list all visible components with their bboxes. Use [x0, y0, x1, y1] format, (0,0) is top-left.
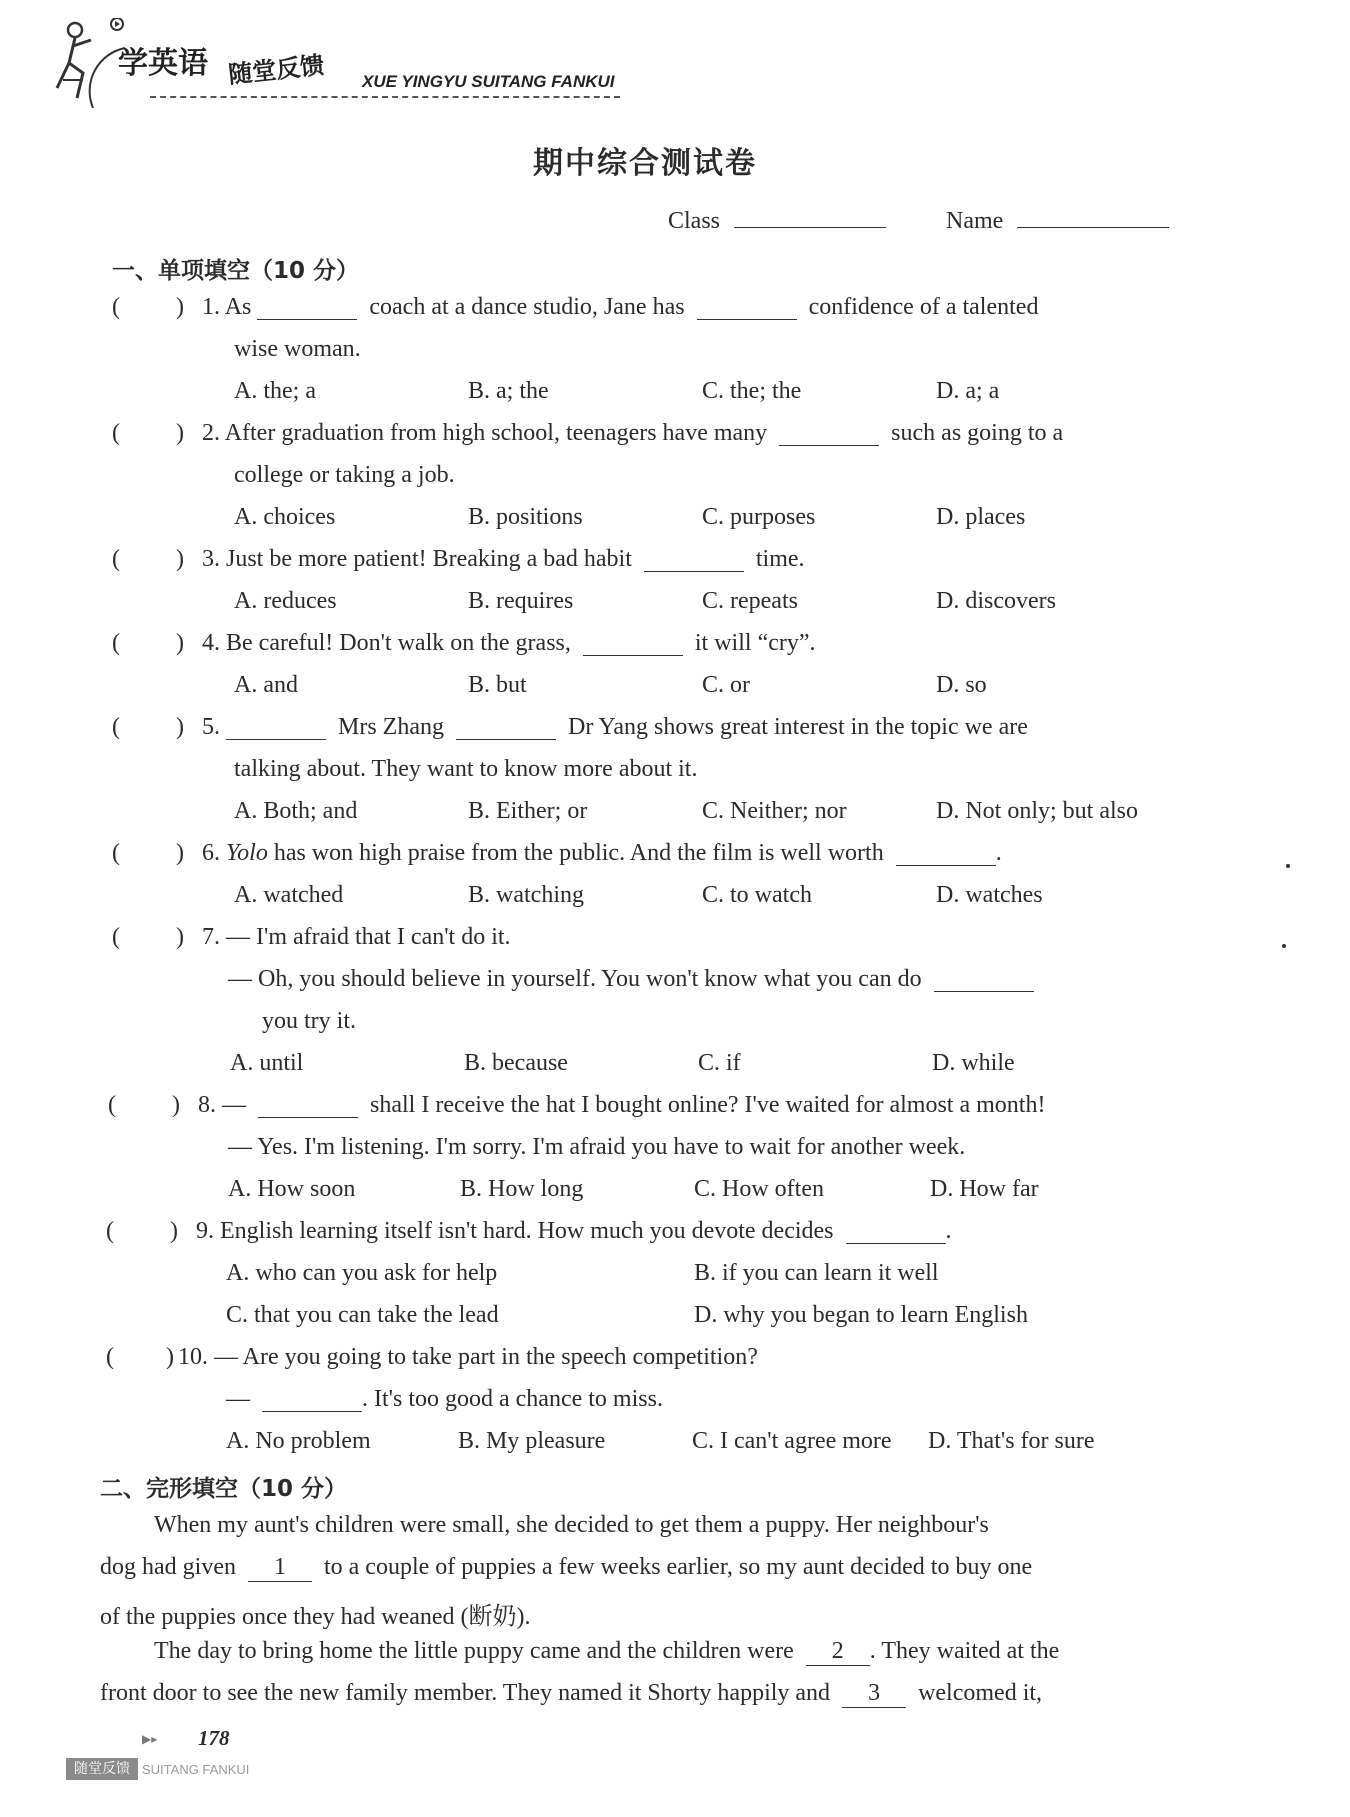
option: A. choices	[234, 504, 336, 530]
passage-line: of the puppies once they had weaned (断奶).	[100, 1604, 531, 1630]
option: C. I can't agree more	[692, 1428, 892, 1454]
class-blank[interactable]	[734, 227, 886, 228]
name-field	[946, 208, 1169, 235]
section-title: 一、单项填空（10 分）	[112, 258, 360, 284]
answer-paren[interactable]: (	[112, 546, 120, 572]
footer-label: 随堂反馈	[66, 1758, 138, 1780]
answer-paren: )	[172, 1092, 180, 1118]
question-line: 10. — Are you going to take part in the speech competition?	[178, 1344, 758, 1370]
answer-blank[interactable]	[456, 714, 556, 740]
question-line: 6. Yolo has won high praise from the public. And the film is well worth .	[202, 840, 1002, 867]
question-line: — . It's too good a chance to miss.	[226, 1386, 663, 1413]
option: C. purposes	[702, 504, 816, 530]
question-line: 2. After graduation from high school, teenagers have many such as going to a	[202, 420, 1064, 447]
option: D. watches	[936, 882, 1043, 908]
option: D. why you began to learn English	[694, 1302, 1028, 1328]
option: A. reduces	[234, 588, 337, 614]
question-line: 4. Be careful! Don't walk on the grass, it will “cry”.	[202, 630, 816, 657]
option: C. repeats	[702, 588, 798, 614]
option: A. until	[230, 1050, 304, 1076]
option: D. How far	[930, 1176, 1039, 1202]
option: B. because	[464, 1050, 568, 1076]
header-subtitle: 随堂反馈	[227, 51, 326, 89]
cloze-blank[interactable]: 2	[806, 1638, 870, 1666]
answer-paren: )	[176, 294, 184, 320]
option: C. How often	[694, 1176, 824, 1202]
option: C. the; the	[702, 378, 802, 404]
option: C. if	[698, 1050, 741, 1076]
question-line: wise woman.	[234, 336, 361, 362]
answer-paren[interactable]: (	[112, 630, 120, 656]
page-title: 期中综合测试卷	[533, 146, 757, 181]
option: D. so	[936, 672, 987, 698]
passage-line: When my aunt's children were small, she decided to get them a puppy. Her neighbour's	[154, 1512, 989, 1538]
question-line: talking about. They want to know more about it.	[234, 756, 698, 782]
option: A. Both; and	[234, 798, 358, 824]
option: A. the; a	[234, 378, 316, 404]
header-divider	[150, 96, 620, 98]
option: A. No problem	[226, 1428, 371, 1454]
option: B. positions	[468, 504, 583, 530]
option: A. who can you ask for help	[226, 1260, 498, 1286]
option: D. That's for sure	[928, 1428, 1095, 1454]
answer-blank[interactable]	[846, 1218, 946, 1244]
cloze-blank[interactable]: 1	[248, 1554, 312, 1582]
option: B. Either; or	[468, 798, 588, 824]
option: A. and	[234, 672, 298, 698]
option: C. Neither; nor	[702, 798, 847, 824]
page-arrow-icon: ▶▸	[142, 1732, 158, 1746]
question-line: 5. Mrs Zhang Dr Yang shows great interest in the topic we are	[202, 714, 1028, 741]
option: A. watched	[234, 882, 344, 908]
answer-paren[interactable]: (	[108, 1092, 116, 1118]
name-blank[interactable]	[1017, 227, 1169, 228]
question-line: 3. Just be more patient! Breaking a bad habit time.	[202, 546, 805, 573]
class-label: Class	[668, 208, 721, 234]
answer-paren[interactable]: (	[106, 1218, 114, 1244]
answer-blank[interactable]	[257, 294, 357, 320]
question-line: — Oh, you should believe in yourself. You won't know what you can do	[228, 966, 1034, 993]
answer-paren[interactable]: (	[106, 1344, 114, 1370]
option: A. How soon	[228, 1176, 356, 1202]
option: B. but	[468, 672, 527, 698]
option: C. that you can take the lead	[226, 1302, 499, 1328]
answer-blank[interactable]	[226, 714, 326, 740]
option: C. or	[702, 672, 750, 698]
option: B. if you can learn it well	[694, 1260, 939, 1286]
answer-blank[interactable]	[697, 294, 797, 320]
passage-line: front door to see the new family member. They named it Shorty happily and 3 welcomed it,	[100, 1680, 1043, 1706]
question-line: 7. — I'm afraid that I can't do it.	[202, 924, 511, 950]
option: D. places	[936, 504, 1026, 530]
option: D. while	[932, 1050, 1015, 1076]
option: B. My pleasure	[458, 1428, 606, 1454]
film-title: Yolo	[226, 840, 268, 867]
passage-line: dog had given 1 to a couple of puppies a few weeks earlier, so my aunt decided to buy one	[100, 1554, 1033, 1580]
option: B. How long	[460, 1176, 584, 1202]
question-line: 1. As coach at a dance studio, Jane has confidence of a talented	[202, 294, 1039, 321]
question-line: 8. — shall I receive the hat I bought online? I've waited for almost a month!	[198, 1092, 1046, 1119]
answer-paren: )	[176, 714, 184, 740]
name-label: Name	[946, 208, 1004, 234]
answer-paren: )	[176, 546, 184, 572]
section-title: 二、完形填空（10 分）	[100, 1476, 348, 1502]
option: D. discovers	[936, 588, 1056, 614]
cloze-blank[interactable]: 3	[842, 1680, 906, 1708]
option: C. to watch	[702, 882, 812, 908]
answer-paren[interactable]: (	[112, 840, 120, 866]
header-english-title: XUE YINGYU SUITANG FANKUI	[362, 72, 615, 91]
footer-english-label: SUITANG FANKUI	[142, 1762, 250, 1777]
question-line: you try it.	[262, 1008, 356, 1034]
option: D. Not only; but also	[936, 798, 1138, 824]
answer-blank[interactable]	[258, 1092, 358, 1118]
page-number: 178	[198, 1726, 230, 1750]
answer-paren: )	[166, 1344, 174, 1370]
scan-speck	[1286, 864, 1290, 868]
answer-blank[interactable]	[644, 546, 744, 572]
answer-paren: )	[176, 630, 184, 656]
answer-paren[interactable]: (	[112, 924, 120, 950]
answer-paren: )	[176, 924, 184, 950]
question-line: college or taking a job.	[234, 462, 455, 488]
answer-blank[interactable]	[779, 420, 879, 446]
answer-paren: )	[176, 840, 184, 866]
header-title: 学英语	[118, 46, 208, 81]
answer-paren[interactable]: (	[112, 714, 120, 740]
answer-paren: )	[176, 420, 184, 446]
answer-blank[interactable]	[262, 1386, 362, 1412]
answer-paren[interactable]: (	[112, 294, 120, 320]
question-line: 9. English learning itself isn't hard. How much you devote decides .	[196, 1218, 952, 1245]
answer-blank[interactable]	[934, 966, 1034, 992]
scan-speck	[1282, 944, 1286, 948]
option: B. watching	[468, 882, 584, 908]
option: B. a; the	[468, 378, 549, 404]
answer-blank[interactable]	[583, 630, 683, 656]
option: B. requires	[468, 588, 574, 614]
question-line: — Yes. I'm listening. I'm sorry. I'm afraid you have to wait for another week.	[228, 1134, 966, 1160]
passage-line: The day to bring home the little puppy came and the children were 2 . They waited at the	[154, 1638, 1060, 1664]
class-field	[668, 208, 886, 235]
answer-paren: )	[170, 1218, 178, 1244]
answer-paren[interactable]: (	[112, 420, 120, 446]
answer-blank[interactable]	[896, 840, 996, 866]
option: D. a; a	[936, 378, 1000, 404]
